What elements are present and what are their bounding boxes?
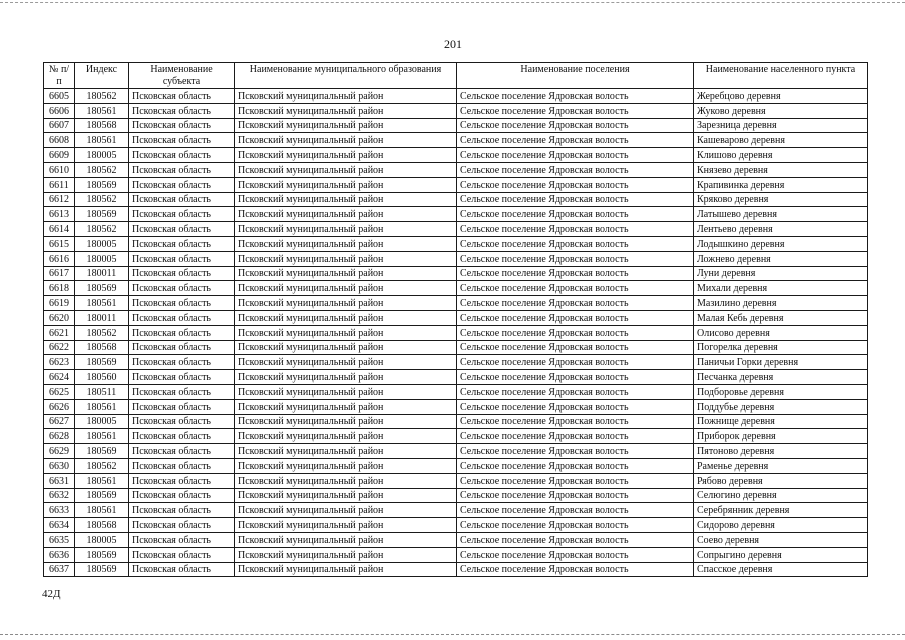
cell-index: 180511 (75, 384, 129, 399)
cell-municipality: Псковский муниципальный район (235, 310, 457, 325)
cell-settlement: Сельское поселение Ядровская волость (457, 429, 694, 444)
cell-locality: Раменье деревня (694, 458, 868, 473)
cell-municipality: Псковский муниципальный район (235, 384, 457, 399)
cell-num: 6635 (44, 532, 75, 547)
table-row (44, 162, 868, 177)
cell-locality: Кашеварово деревня (694, 133, 868, 148)
cell-settlement: Сельское поселение Ядровская волость (457, 370, 694, 385)
cell-locality: Соево деревня (694, 532, 868, 547)
page-number: 201 (444, 37, 462, 51)
cell-settlement: Сельское поселение Ядровская волость (457, 89, 694, 104)
cell-subject: Псковская область (129, 222, 235, 237)
cell-settlement: Сельское поселение Ядровская волость (457, 148, 694, 163)
cell-settlement: Сельское поселение Ядровская волость (457, 458, 694, 473)
cell-locality: Подборовье деревня (694, 384, 868, 399)
cell-subject: Псковская область (129, 207, 235, 222)
cell-locality: Зарезница деревня (694, 118, 868, 133)
cell-locality: Погорелка деревня (694, 340, 868, 355)
cell-settlement: Сельское поселение Ядровская волость (457, 518, 694, 533)
cell-municipality: Псковский муниципальный район (235, 148, 457, 163)
cell-num: 6616 (44, 251, 75, 266)
table-row (44, 207, 868, 222)
cell-index: 180568 (75, 518, 129, 533)
cell-index: 180011 (75, 310, 129, 325)
cell-settlement: Сельское поселение Ядровская волость (457, 192, 694, 207)
cell-municipality: Псковский муниципальный район (235, 547, 457, 562)
cell-num: 6613 (44, 207, 75, 222)
cell-municipality: Псковский муниципальный район (235, 562, 457, 577)
table-row (44, 547, 868, 562)
table-row (44, 384, 868, 399)
cell-subject: Псковская область (129, 325, 235, 340)
cell-municipality: Псковский муниципальный район (235, 503, 457, 518)
cell-settlement: Сельское поселение Ядровская волость (457, 281, 694, 296)
cell-index: 180561 (75, 399, 129, 414)
cell-subject: Псковская область (129, 488, 235, 503)
cell-num: 6614 (44, 222, 75, 237)
cell-subject: Псковская область (129, 355, 235, 370)
header-municipality: Наименование муниципального образования (235, 63, 457, 89)
cell-subject: Псковская область (129, 281, 235, 296)
cell-municipality: Псковский муниципальный район (235, 118, 457, 133)
cell-index: 180011 (75, 266, 129, 281)
cell-settlement: Сельское поселение Ядровская волость (457, 103, 694, 118)
cell-municipality: Псковский муниципальный район (235, 370, 457, 385)
cell-index: 180562 (75, 222, 129, 237)
cell-locality: Спасское деревня (694, 562, 868, 577)
cell-num: 6627 (44, 414, 75, 429)
cell-subject: Псковская область (129, 518, 235, 533)
cell-locality: Поддубье деревня (694, 399, 868, 414)
cell-municipality: Псковский муниципальный район (235, 340, 457, 355)
cell-municipality: Псковский муниципальный район (235, 89, 457, 104)
cell-municipality: Псковский муниципальный район (235, 325, 457, 340)
cell-index: 180568 (75, 118, 129, 133)
cell-municipality: Псковский муниципальный район (235, 518, 457, 533)
cell-num: 6626 (44, 399, 75, 414)
cell-municipality: Псковский муниципальный район (235, 458, 457, 473)
cell-index: 180569 (75, 547, 129, 562)
table-row (44, 192, 868, 207)
cell-subject: Псковская область (129, 296, 235, 311)
cell-municipality: Псковский муниципальный район (235, 414, 457, 429)
table-row (44, 296, 868, 311)
cell-subject: Псковская область (129, 266, 235, 281)
cell-num: 6605 (44, 89, 75, 104)
cell-index: 180005 (75, 236, 129, 251)
cell-num: 6632 (44, 488, 75, 503)
cell-locality: Лодышкино деревня (694, 236, 868, 251)
cell-index: 180561 (75, 473, 129, 488)
cell-index: 180005 (75, 532, 129, 547)
cell-subject: Псковская область (129, 89, 235, 104)
cell-index: 180569 (75, 355, 129, 370)
table-header-row (44, 63, 868, 89)
cell-index: 180560 (75, 370, 129, 385)
cell-locality: Кряково деревня (694, 192, 868, 207)
table-row (44, 518, 868, 533)
cell-settlement: Сельское поселение Ядровская волость (457, 236, 694, 251)
cell-municipality: Псковский муниципальный район (235, 162, 457, 177)
table-row (44, 133, 868, 148)
cell-locality: Селюгино деревня (694, 488, 868, 503)
cell-num: 6622 (44, 340, 75, 355)
cell-settlement: Сельское поселение Ядровская волость (457, 562, 694, 577)
cell-locality: Сопрыгино деревня (694, 547, 868, 562)
cell-municipality: Псковский муниципальный район (235, 429, 457, 444)
cell-locality: Серебрянник деревня (694, 503, 868, 518)
cell-num: 6608 (44, 133, 75, 148)
table-row (44, 488, 868, 503)
cell-index: 180568 (75, 340, 129, 355)
cell-index: 180561 (75, 133, 129, 148)
table-row (44, 236, 868, 251)
cell-num: 6630 (44, 458, 75, 473)
cell-locality: Лентьево деревня (694, 222, 868, 237)
cell-settlement: Сельское поселение Ядровская волость (457, 444, 694, 459)
cell-municipality: Псковский муниципальный район (235, 207, 457, 222)
cell-num: 6633 (44, 503, 75, 518)
cell-settlement: Сельское поселение Ядровская волость (457, 473, 694, 488)
table-row (44, 340, 868, 355)
cell-index: 180561 (75, 429, 129, 444)
cell-num: 6619 (44, 296, 75, 311)
cell-municipality: Псковский муниципальный район (235, 281, 457, 296)
table-row (44, 458, 868, 473)
cell-municipality: Псковский муниципальный район (235, 296, 457, 311)
table-row (44, 310, 868, 325)
cell-index: 180569 (75, 562, 129, 577)
cell-num: 6637 (44, 562, 75, 577)
cell-subject: Псковская область (129, 444, 235, 459)
cell-municipality: Псковский муниципальный район (235, 103, 457, 118)
cell-municipality: Псковский муниципальный район (235, 222, 457, 237)
cell-subject: Псковская область (129, 310, 235, 325)
cell-municipality: Псковский муниципальный район (235, 236, 457, 251)
cell-settlement: Сельское поселение Ядровская волость (457, 296, 694, 311)
table-row (44, 444, 868, 459)
cell-municipality: Псковский муниципальный район (235, 177, 457, 192)
cell-settlement: Сельское поселение Ядровская волость (457, 414, 694, 429)
cell-subject: Псковская область (129, 192, 235, 207)
cell-municipality: Псковский муниципальный район (235, 355, 457, 370)
cell-index: 180561 (75, 296, 129, 311)
cell-num: 6612 (44, 192, 75, 207)
header-subject: Наименование субъекта (129, 63, 235, 89)
cell-num: 6606 (44, 103, 75, 118)
cell-num: 6617 (44, 266, 75, 281)
cell-num: 6623 (44, 355, 75, 370)
cell-subject: Псковская область (129, 133, 235, 148)
cell-locality: Князево деревня (694, 162, 868, 177)
cell-locality: Пожнище деревня (694, 414, 868, 429)
cell-num: 6607 (44, 118, 75, 133)
cell-locality: Малая Кебь деревня (694, 310, 868, 325)
cell-municipality: Псковский муниципальный район (235, 444, 457, 459)
cell-index: 180562 (75, 162, 129, 177)
cell-locality: Крапивинка деревня (694, 177, 868, 192)
cell-index: 180569 (75, 207, 129, 222)
cell-num: 6610 (44, 162, 75, 177)
cell-settlement: Сельское поселение Ядровская волость (457, 177, 694, 192)
cell-num: 6629 (44, 444, 75, 459)
scan-edge-bottom (0, 634, 905, 635)
cell-locality: Паничьи Горки деревня (694, 355, 868, 370)
table-row (44, 177, 868, 192)
cell-subject: Псковская область (129, 236, 235, 251)
cell-settlement: Сельское поселение Ядровская волость (457, 532, 694, 547)
cell-index: 180569 (75, 281, 129, 296)
cell-municipality: Псковский муниципальный район (235, 251, 457, 266)
cell-municipality: Псковский муниципальный район (235, 266, 457, 281)
cell-settlement: Сельское поселение Ядровская волость (457, 222, 694, 237)
cell-locality: Михали деревня (694, 281, 868, 296)
cell-subject: Псковская область (129, 414, 235, 429)
header-num: № п/п (44, 63, 75, 89)
table-row (44, 355, 868, 370)
cell-locality: Мазилино деревня (694, 296, 868, 311)
table-row (44, 281, 868, 296)
table-row (44, 251, 868, 266)
cell-subject: Псковская область (129, 458, 235, 473)
cell-subject: Псковская область (129, 503, 235, 518)
table-row (44, 222, 868, 237)
cell-num: 6634 (44, 518, 75, 533)
cell-subject: Псковская область (129, 177, 235, 192)
table-body (44, 89, 868, 577)
cell-index: 180562 (75, 89, 129, 104)
cell-num: 6621 (44, 325, 75, 340)
table-row (44, 103, 868, 118)
cell-index: 180562 (75, 458, 129, 473)
cell-index: 180562 (75, 325, 129, 340)
cell-locality: Рябово деревня (694, 473, 868, 488)
cell-settlement: Сельское поселение Ядровская волость (457, 355, 694, 370)
cell-index: 180561 (75, 103, 129, 118)
cell-settlement: Сельское поселение Ядровская волость (457, 251, 694, 266)
cell-index: 180569 (75, 444, 129, 459)
cell-subject: Псковская область (129, 547, 235, 562)
cell-locality: Ложнево деревня (694, 251, 868, 266)
cell-num: 6624 (44, 370, 75, 385)
footer-code: 42Д (42, 588, 61, 600)
cell-municipality: Псковский муниципальный район (235, 532, 457, 547)
cell-subject: Псковская область (129, 162, 235, 177)
table-row (44, 118, 868, 133)
table-row (44, 325, 868, 340)
cell-settlement: Сельское поселение Ядровская волость (457, 399, 694, 414)
cell-locality: Песчанка деревня (694, 370, 868, 385)
cell-index: 180005 (75, 251, 129, 266)
cell-num: 6636 (44, 547, 75, 562)
table-row (44, 414, 868, 429)
cell-municipality: Псковский муниципальный район (235, 488, 457, 503)
cell-index: 180569 (75, 177, 129, 192)
cell-settlement: Сельское поселение Ядровская волость (457, 384, 694, 399)
table-row (44, 532, 868, 547)
table-row (44, 266, 868, 281)
cell-locality: Клишово деревня (694, 148, 868, 163)
cell-municipality: Псковский муниципальный район (235, 192, 457, 207)
table-row (44, 429, 868, 444)
cell-settlement: Сельское поселение Ядровская волость (457, 488, 694, 503)
cell-settlement: Сельское поселение Ядровская волость (457, 325, 694, 340)
cell-subject: Псковская область (129, 251, 235, 266)
cell-municipality: Псковский муниципальный район (235, 133, 457, 148)
cell-num: 6609 (44, 148, 75, 163)
cell-index: 180005 (75, 148, 129, 163)
cell-settlement: Сельское поселение Ядровская волость (457, 310, 694, 325)
cell-subject: Псковская область (129, 370, 235, 385)
cell-num: 6631 (44, 473, 75, 488)
cell-subject: Псковская область (129, 562, 235, 577)
cell-num: 6615 (44, 236, 75, 251)
cell-num: 6628 (44, 429, 75, 444)
cell-index: 180569 (75, 488, 129, 503)
cell-subject: Псковская область (129, 399, 235, 414)
cell-subject: Псковская область (129, 473, 235, 488)
cell-locality: Жуково деревня (694, 103, 868, 118)
cell-locality: Сидорово деревня (694, 518, 868, 533)
cell-settlement: Сельское поселение Ядровская волость (457, 503, 694, 518)
table-row (44, 473, 868, 488)
cell-locality: Луни деревня (694, 266, 868, 281)
cell-num: 6618 (44, 281, 75, 296)
cell-index: 180561 (75, 503, 129, 518)
cell-subject: Псковская область (129, 429, 235, 444)
cell-locality: Приборок деревня (694, 429, 868, 444)
cell-subject: Псковская область (129, 532, 235, 547)
cell-settlement: Сельское поселение Ядровская волость (457, 547, 694, 562)
cell-locality: Олисово деревня (694, 325, 868, 340)
cell-settlement: Сельское поселение Ядровская волость (457, 340, 694, 355)
table-row (44, 562, 868, 577)
cell-index: 180005 (75, 414, 129, 429)
table-row (44, 370, 868, 385)
table-row (44, 503, 868, 518)
cell-locality: Жеребцово деревня (694, 89, 868, 104)
cell-index: 180562 (75, 192, 129, 207)
cell-locality: Пятоново деревня (694, 444, 868, 459)
cell-num: 6625 (44, 384, 75, 399)
cell-settlement: Сельское поселение Ядровская волость (457, 266, 694, 281)
table-row (44, 148, 868, 163)
table-row (44, 399, 868, 414)
cell-subject: Псковская область (129, 118, 235, 133)
cell-settlement: Сельское поселение Ядровская волость (457, 118, 694, 133)
header-index: Индекс (75, 63, 129, 89)
table-row (44, 89, 868, 104)
cell-subject: Псковская область (129, 148, 235, 163)
cell-subject: Псковская область (129, 103, 235, 118)
cell-municipality: Псковский муниципальный район (235, 473, 457, 488)
cell-subject: Псковская область (129, 384, 235, 399)
cell-municipality: Псковский муниципальный район (235, 399, 457, 414)
cell-settlement: Сельское поселение Ядровская волость (457, 162, 694, 177)
header-locality: Наименование населенного пункта (694, 63, 868, 89)
cell-num: 6620 (44, 310, 75, 325)
scan-edge-top (0, 2, 905, 3)
cell-num: 6611 (44, 177, 75, 192)
locality-registry-table (43, 62, 868, 577)
header-settlement: Наименование поселения (457, 63, 694, 89)
cell-subject: Псковская область (129, 340, 235, 355)
cell-settlement: Сельское поселение Ядровская волость (457, 207, 694, 222)
cell-settlement: Сельское поселение Ядровская волость (457, 133, 694, 148)
cell-locality: Латышево деревня (694, 207, 868, 222)
